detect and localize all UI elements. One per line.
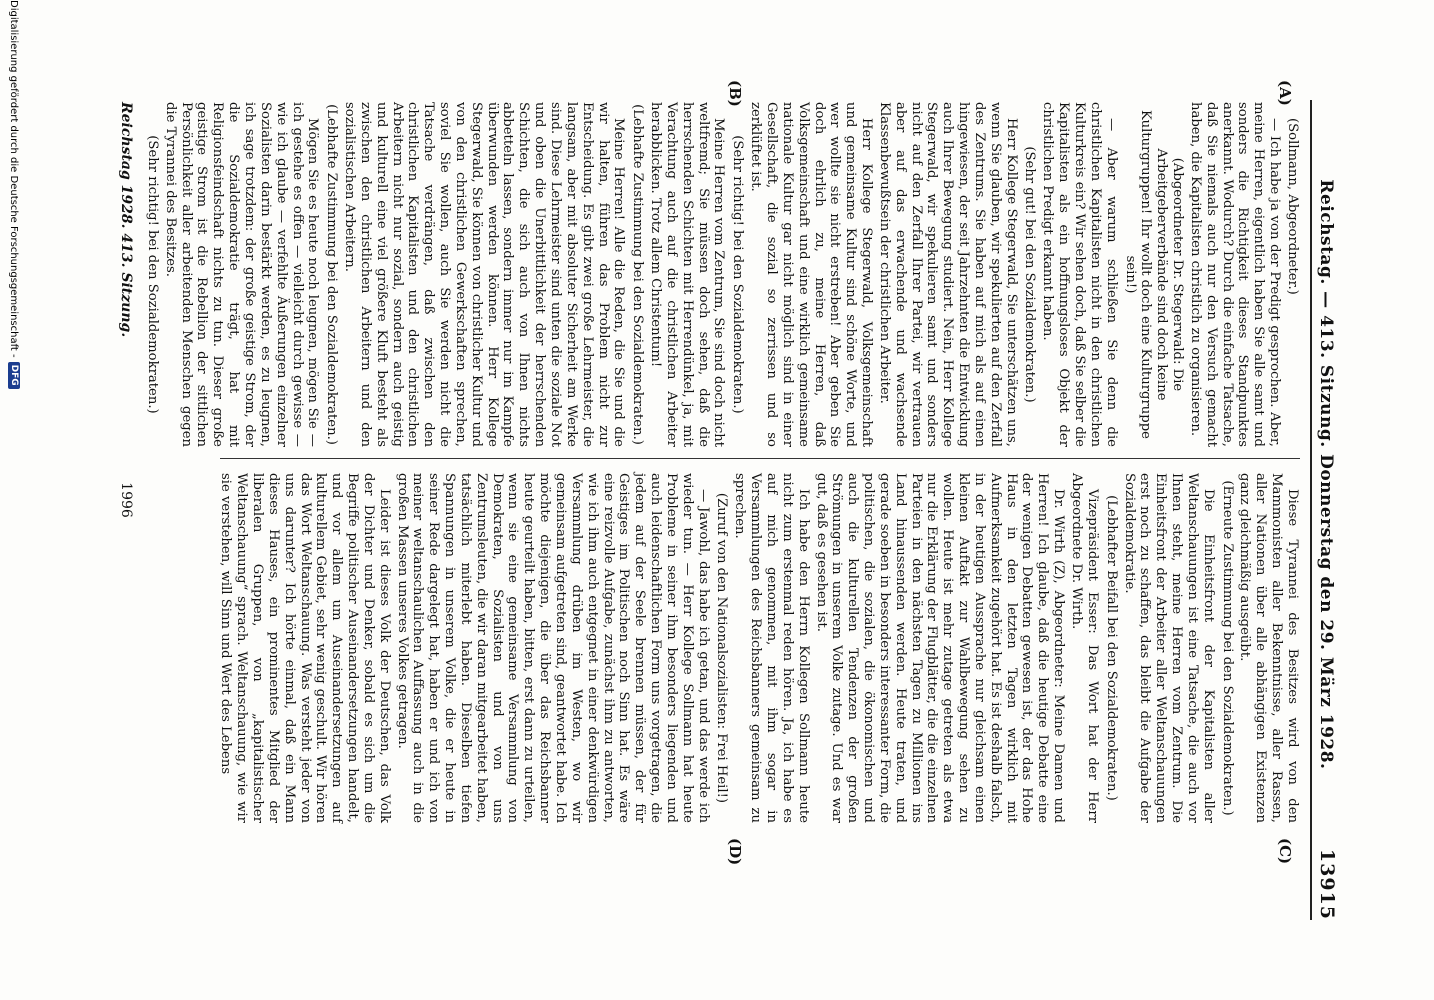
left-column-interjection: (Sehr richtig! bei den Sozialdemokraten.)	[730, 135, 746, 414]
left-column-interjection: (Abgeordneter Dr. Stegerwald: Die Arbeitgeberverbände sind doch keine Kulturgruppen! Ihr wollt doch eine Kulturgruppe sein!)	[1122, 110, 1186, 439]
left-column-paragraph: Meine Herren! Alle die Reden, die Sie und die wir halten, führen das Problem nicht zur Entscheidung. Es gibt zwei große Lehrmeister, die langsam, aber mit absoluter Sicherheit am Werke sind. Diese Lehrmeister sind unten die soziale Not und oben die Unerbittlichkeit der herrschenden Schichten, die sich auch von Ihnen nichts abbetteln lassen, sondern immer nur im Kampfe überwunden werden können. Herr Kollege Stegerwald, Sie können von christlicher Kultur und von den christlichen Gewerkschaften sprechen, soviel Sie wollen, auch Sie werden nicht die Tatsache verdrängen, daß zwischen den christlichen Kapitalisten und den christlichen Arbeitern nicht nur sozial, sondern auch geistig und kulturell eine viel größere Kluft besteht als zwischen den christlichen Arbeitern und den sozialistischen Arbeitern.	[342, 102, 627, 447]
footer-page-number: 1996	[118, 482, 134, 518]
footer-session: Reichstag 1928. 413. Sitzung.	[118, 102, 134, 338]
right-column-paragraph: Dr. Wirth (Z), Abgeordneter: Meine Damen und Herren! Ich glaube, daß die heutige Debatte eine der wenigen Debatten gewesen ist, der das Hohe Haus in den letzten Tagen wirklich mit Aufmerksamkeit zugehört hat. Es ist deshalb falsch, in der heutigen Aussprache nur gleichsam einen kleinen Auftakt zur Wahlbewegung sehen zu wollen. Heute ist mehr zutage getreten als etwa nur die Erklärung der Flugblätter, die die einzelnen Parteien in den nächsten Tagen zu Millionen ins Land hinaussenden werden. Heute traten, und gerade soeben in besonders interessanter Form, die politischen, die sozialen, die ökonomischen und auch die kulturellen Tendenzen der großen Strömungen in unserem Volke zutage. Und es war gut, daß es gesehen ist.	[813, 473, 1067, 823]
margin-marker-b: (B)	[726, 80, 744, 107]
right-column-paragraph: Vizepräsident Esser: Das Wort hat der Herr Abgeordnete Dr. Wirth.	[1069, 473, 1100, 823]
right-column-paragraph: Leider ist dieses Volk der Deutschen, das Volk der Dichter und Denker, sobald es sich um die Begriffe politischer Auseinandersetzungen handelt, und vor allem um Auseinandersetzungen auf kulturellem Gebiet, sehr wenig geschult. Wir hören das Wort Weltanschauung. Was versteht jeder von uns darunter? Ich hörte einmal, daß ein Mann dieses Hauses, ein prominentes Mitglied der liberalen Gruppen, von „kapitalistischer Weltanschauung“ sprach. Weltanschauung, wie wir sie verstehen, will Sinn und Wert des Lebens	[218, 473, 392, 823]
right-column-paragraph: Die Einheitsfront der Kapitalisten aller Weltanschauungen ist eine Tatsache, die auch vor Ihnen steht, meine Herren vom Zentrum. Die Einheitsfront der Arbeiter aller Weltanschauungen erst noch zu schaffen, das bleibt die Aufgabe der Sozialdemokratie.	[1121, 473, 1216, 823]
margin-marker-a: (A)	[1276, 80, 1294, 106]
right-column-paragraph: Ich habe den Herrn Kollegen Sollmann heute nicht zum erstenmal reden hören. Ja, ich habe es auf mich genommen, mit ihm sogar in Versammlungen des Reichsbanners gemeinsam zu sprechen.	[732, 473, 811, 823]
left-column-interjection: (Sehr gut! bei den Sozialdemokraten.)	[1022, 146, 1038, 403]
left-column-paragraph: — Ich habe ja von der Predigt gesprochen. Aber, meine Herren, eigentlich haben Sie alle samt und sonders die Richtigkeit dieses Standpunktes anerkannt. Wodurch? Durch die einfache Tatsache, daß Sie niemals auch nur den Versuch gemacht haben, die Kapitalisten christlich zu organisieren.	[1187, 102, 1283, 447]
credit-text: Digitalisierung gefördert durch die Deutsche Forschungsgemeinschaft -	[8, 0, 20, 358]
left-column-paragraph: — Aber warum schließen Sie denn die christlichen Kapitalisten nicht in den christlichen Kulturkreis ein? Wir sehen doch, daß Sie selber die Kapitalisten als ein hoffnungsloses Objekt der christlichen Predigt erkannt haben.	[1040, 102, 1119, 447]
left-column-paragraph: Herr Kollege Stegerwald, Volksgemeinschaft und gemeinsame Kultur sind schöne Worte, und wer wollte sie nicht erstreben! Aber geben Sie doch ehrlich zu, meine Herren, daß Volksgemeinschaft und eine wirklich gemeinsame nationale Kultur gar nicht möglich sind in einer Gesellschaft, die sozial so zerrissen und so zerklüftet ist.	[748, 102, 875, 447]
column-divider	[220, 458, 1300, 459]
left-column-paragraph: Meine Herren vom Zentrum, Sie sind doch nicht weltfremd; Sie müssen doch sehen, daß die herrschenden Schichten mit Herrendünkel, ja, mit Verachtung auch auf die christlichen Arbeiter herabblicken. Trotz allem Christentum!	[648, 102, 727, 447]
running-title: Reichstag. — 413. Sitzung. Donnerstag den 29. März 1928.	[1316, 179, 1336, 770]
right-column-interjection: (Zuruf von den Nationalsozialisten: Frei Heil!)	[714, 492, 730, 804]
right-column-interjection: (Lebhafter Beifall bei den Sozialdemokraten.)	[1103, 495, 1119, 801]
margin-marker-c: (C)	[1276, 838, 1294, 865]
dfg-logo: DFG	[8, 362, 20, 389]
margin-marker-d: (D)	[726, 838, 744, 866]
right-column-paragraph: — Jawohl, das habe ich getan, und das werde ich wieder tun. — Herr Kollege Sollmann hat heute Probleme in seiner ihm besonders liegenden und auch leidenschaftlichen Form uns vorgetragen, die jedem auf der Seele brennen müssen, der für Geistiges im Politischen noch Sinn hat. Es wäre eine reizvolle Aufgabe, zunächst ihm zu antworten, wie ich ihm auch entgegnet in einer denkwürdigen Versammlung drüben im Westen, wo wir gemeinsam aufgetreten sind, geantwortet habe. Ich möchte diejenigen, die über das Reichsbanner heute geurteilt haben, bitten, erst dann zu urteilen, wenn sie eine gemeinsame Versammlung von Demokraten, Sozialisten und von uns Zentrumsleuten, die wir daran mitgearbeitet haben, tatsächlich miterlebt haben. Dieselben tiefen Spannungen in unserem Volke, die er heute in seiner Rede dargelegt hat, haben er und ich von meiner weltanschaulichen Auffassung auch in die großen Massen unseres Volkes getragen.	[394, 473, 711, 823]
page-number: 13915	[1316, 848, 1338, 920]
left-column-paragraph: Herr Kollege Stegerwald, Sie unterschätzen uns, wenn Sie glauben, wir spekulierten auf den Zerfall des Zentrums. Sie haben auf mich als auf einen hingewiesen, der seit Jahrzehnten die Entwicklung auch Ihrer Bewegung studiert. Nein, Herr Kollege Stegerwald, wir spekulieren samt und sonders nicht auf den Zerfall Ihrer Partei, wir vertrauen aber auf das erwachende und wachsende Klassenbewußtsein der christlichen Arbeiter.	[876, 102, 1019, 447]
right-column-paragraph: Diese Tyrannei des Besitzes wird von den Mammonisten aller Bekenntnisse, aller Rassen, aller Nationen über alle abhängigen Existenzen ganz gleichmäßig ausgeübt.	[1237, 473, 1300, 823]
digitization-credit	[8, 0, 20, 389]
left-column-paragraph: (Sollmann, Abgeordneter.)	[1285, 118, 1300, 295]
left-column-interjection: (Sehr richtig! bei den Sozialdemokraten.)	[144, 135, 160, 414]
page-header	[1310, 100, 1346, 920]
left-column-interjection: (Lebhafte Zustimmung bei den Sozialdemokraten.)	[630, 104, 646, 445]
left-column-interjection: (Lebhafte Zustimmung bei den Sozialdemokraten.)	[324, 104, 340, 445]
left-column	[141, 102, 1300, 447]
right-column-interjection: (Erneute Zustimmung bei den Sozialdemokraten.)	[1219, 480, 1235, 816]
left-column-paragraph: Mögen Sie es heute noch leugnen, mögen Sie — ich gestehe es offen — vielleicht durch gewisse — wie ich glaube — verfehlte Äußerungen einzelner Sozialisten darin bestärkt werden, es zu leugnen, ich sage trotzdem: der große geistige Strom, der die Sozialdemokratie trägt, hat mit Religionsfeindschaft nichts zu tun. Dieser große geistige Strom ist die Rebellion der sittlichen Persönlichkeit aller arbeitenden Menschen gegen die Tyrannei des Besitzes.	[162, 102, 321, 447]
right-column	[215, 473, 1300, 823]
